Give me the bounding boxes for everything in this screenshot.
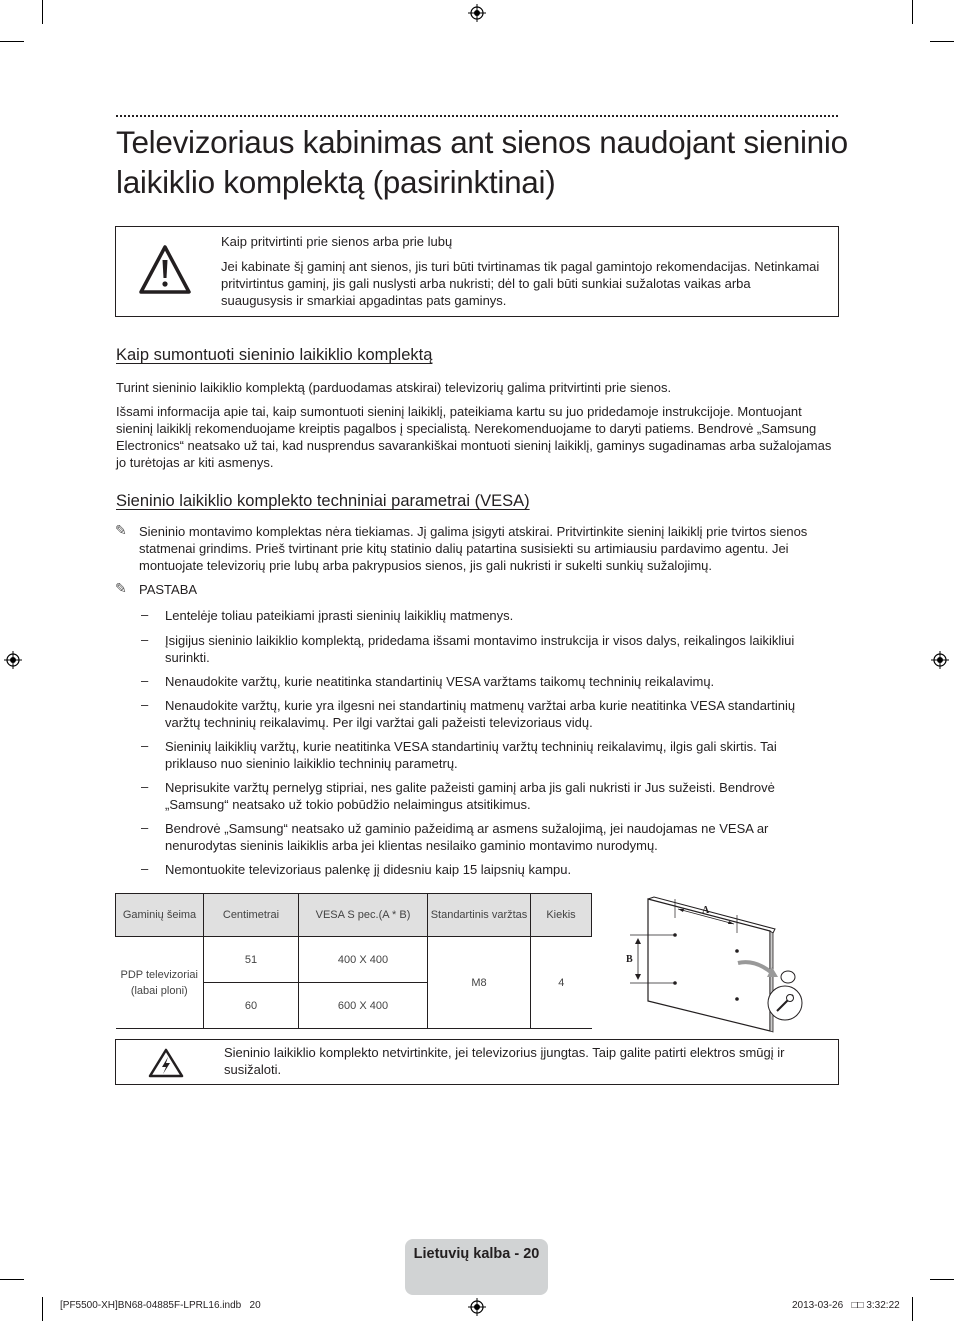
list-item: Bendrovė „Samsung“ neatsako už gaminio pažeidimą ar asmens sužalojimą, jei naudojamas ne VESA ar nenurodytas sieninis laikiklis arba jei klientas nesilaiko gaminio montavimo nurodymų.	[165, 821, 769, 853]
note-text: Sieninio montavimo komplektas nėra tiekiamas. Jį galima įsigyti atskirai. Pritvirtinkite sieninį laikiklį prie tvirtos sienos statmenai grindims. Prieš tvirtinant prie kitų statinio dalių patartina susisiekti su artimiausiu pardavimo agentu. Jei montuojate televizorių prie lubų arba pakrypusios sienos, jis gali nukristi ir sukelti sunkių sužalojimų.	[139, 524, 808, 573]
list-bullet: –	[141, 738, 149, 753]
crop-mark	[0, 1279, 24, 1280]
list-item: Nenaudokite varžtų, kurie neatitinka standartinių VESA varžtams taikomų techninių reikalavimų.	[165, 674, 715, 689]
paragraph: Turint sieninio laikiklio komplektą (parduodamas atskirai) televizorių galima pritvirtinti prie sienos.	[116, 380, 672, 395]
list-bullet: –	[141, 673, 149, 688]
table-header: Centimetrai	[204, 894, 299, 937]
list-item: Nemontuokite televizoriaus palenkę jį didesniu kaip 15 laipsnių kampu.	[165, 862, 572, 877]
crop-mark	[0, 41, 24, 42]
caution-box	[115, 226, 839, 317]
wall-mount-diagram	[620, 893, 820, 1033]
list-bullet: –	[141, 779, 149, 794]
page-title-line2: laikiklio komplektą (pasirinktinai)	[116, 164, 556, 200]
list-bullet: –	[141, 861, 149, 876]
note-heading: PASTABA	[139, 582, 198, 597]
pencil-note-icon: ✎	[115, 522, 127, 538]
registration-mark-icon	[468, 4, 486, 22]
page-number-tab	[405, 1239, 548, 1295]
shock-warning-text: Sieninio laikiklio komplekto netvirtinkite, jei televizorius įjungtas. Taip galite patirti elektros smūgį ir susižaloti.	[224, 1045, 785, 1077]
section-heading-vesa: Sieninio laikiklio komplekto techniniai parametrai (VESA)	[116, 492, 530, 510]
crop-mark	[42, 0, 43, 24]
list-item: Įsigijus sieninio laikiklio komplektą, pridedama išsami montavimo instrukcija ir visos dalys, reikalingos laikikliui surinkti.	[165, 633, 795, 665]
paragraph: Išsami informacija apie tai, kaip sumontuoti sieninį laikiklį, pateikiama kartu su juo pridedamoje instrukcijoje. Montuojant sieninį laikiklį rekomenduojame kreiptis pagalbos į specialistą. Nerekomenduojame to daryti patiems. Bendrovė „Samsung Electronics“ neatsako už tai, kad nusprendus savarankiškai montuoti sieninį laikiklį, gaminys sugadinamas arba sužalojamas jo turėtojas ar kiti asmenys.	[116, 404, 832, 470]
table-header: VESA S pec.(A * B)	[299, 894, 428, 937]
registration-mark-icon	[4, 651, 22, 669]
page-title-line1: Televizoriaus kabinimas ant sienos naudojant sieninio	[116, 124, 848, 160]
table-cell-qty: 4	[531, 937, 592, 1029]
crop-mark	[930, 1279, 954, 1280]
list-item: Sieninių laikiklių varžtų, kurie neatitinka VESA standartinių varžtų techninių reikalavimų, ilgis gali skirtis. Tai priklauso nuo sieninio laikiklio techninių parametrų.	[165, 739, 777, 771]
page-title	[116, 122, 856, 202]
list-bullet: –	[141, 607, 149, 622]
electric-shock-icon	[148, 1048, 184, 1078]
crop-mark	[930, 41, 954, 42]
print-slug-file: [PF5500-XH]BN68-04885F-LPRL16.indb 20	[60, 1300, 261, 1311]
list-item: Lentelėje toliau pateikiami įprasti sieninių laikiklių matmenys.	[165, 608, 514, 623]
table-header: Gaminių šeima	[116, 894, 204, 937]
table-header: Kiekis	[531, 894, 592, 937]
pencil-note-icon: ✎	[115, 580, 127, 596]
vesa-table	[115, 893, 592, 1029]
crop-mark	[42, 1297, 43, 1321]
table-cell-screw: M8	[428, 937, 531, 1029]
list-bullet: –	[141, 820, 149, 835]
table-cell: 51	[204, 937, 299, 983]
crop-mark	[912, 0, 913, 24]
shock-warning-box	[115, 1039, 839, 1085]
list-bullet: –	[141, 632, 149, 647]
list-bullet: –	[141, 697, 149, 712]
table-cell-family: PDP televizoriai (labai ploni)	[116, 937, 204, 1029]
registration-mark-icon	[468, 1298, 486, 1316]
table-cell: 400 X 400	[299, 937, 428, 983]
table-header-row	[116, 894, 592, 937]
page-label: Lietuvių kalba - 20	[413, 1246, 540, 1262]
table-header: Standartinis varžtas	[428, 894, 531, 937]
crop-mark	[912, 1297, 913, 1321]
list-item: Nenaudokite varžtų, kurie yra ilgesni nei standartinių matmenų varžtai arba kurie neatitinka VESA standartinių varžtų techninių reikalavimų. Per ilgi varžtai gali pažeisti televizoriaus vidų.	[165, 698, 796, 730]
section-heading-mounting: Kaip sumontuoti sieninio laikiklio komplektą	[116, 346, 433, 364]
list-item: Neprisukite varžtų pernelyg stipriai, nes galite pažeisti gaminį arba jis gali nukristi ir Jus sužeisti. Bendrovė „Samsung“ neatsako už tokio pobūdžio nelaimingus atsitikimus.	[165, 780, 775, 812]
warning-triangle-icon	[138, 244, 192, 296]
title-rule	[116, 115, 838, 117]
caution-text: Jei kabinate šį gaminį ant sienos, jis turi būti tvirtinamas tik pagal gamintojo rekomendacijas. Netinkamai pritvirtintus gaminį, jis gali nuslysti arba nukristi; dėl to gali būti sunkiai sužalotas vaikas arba suaugusysis ir smarkiai apgadintas pats gaminys.	[221, 259, 820, 308]
registration-mark-icon	[931, 651, 949, 669]
diagram-label-a: A	[702, 905, 710, 916]
diagram-label-b: B	[626, 954, 633, 965]
table-cell: 600 X 400	[299, 983, 428, 1029]
print-slug-timestamp: 2013-03-26 □□ 3:32:22	[792, 1300, 900, 1311]
caution-heading: Kaip pritvirtinti prie sienos arba prie lubų	[221, 234, 453, 249]
table-cell: 60	[204, 983, 299, 1029]
table-row	[116, 937, 592, 983]
